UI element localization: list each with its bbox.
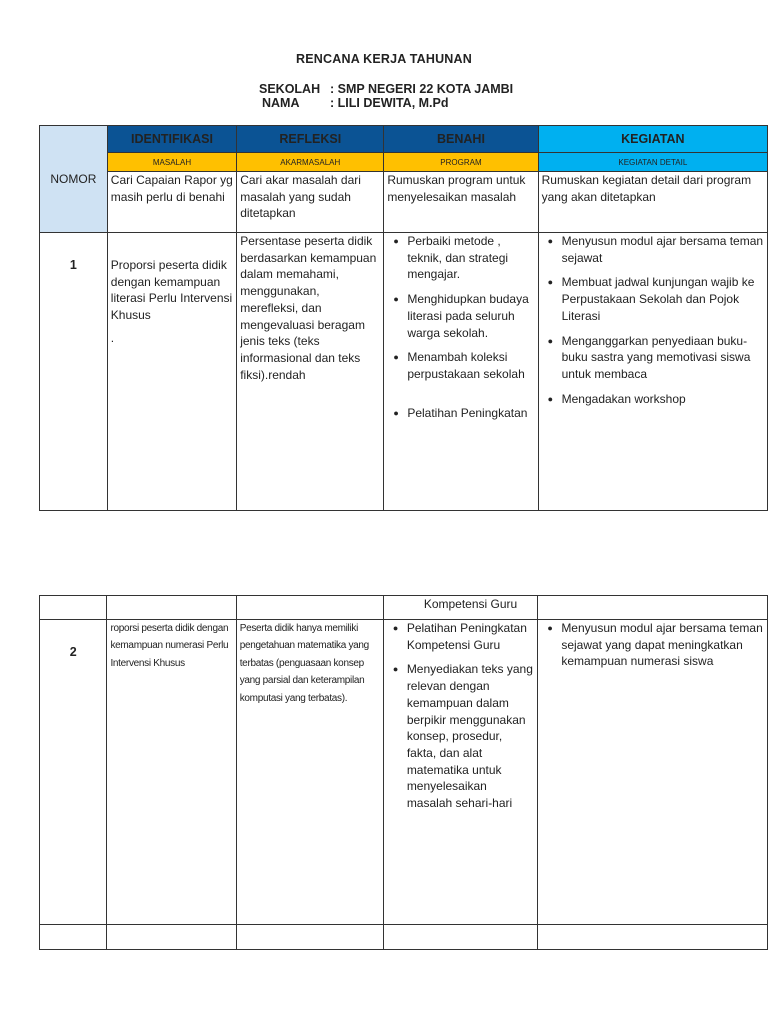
name-line	[262, 96, 449, 110]
subheader-program: PROGRAM	[384, 153, 538, 172]
work-plan-table-part-1	[39, 125, 768, 511]
list-item: ● Pelatihan Peningkatan	[393, 405, 528, 420]
list-item: ● Menyediakan teks yang relevan dengan kemampuan dalam berpikir menggunakan konsep, prosedur, fakta, dan alat matematika untuk menyelesaikan masalah sehari-hari	[392, 662, 533, 811]
bullet-icon: ●	[547, 393, 554, 404]
description-refleksi: Cari akar masalah dari masalah yang sudah ditetapkan	[237, 172, 384, 233]
header-benahi: BENAHI	[384, 126, 538, 153]
row-identifikasi: roporsi peserta didik dengan kemampuan numerasi Perlu Intervensi Khusus	[107, 620, 236, 925]
kegiatan-list	[542, 233, 764, 407]
row-benahi	[383, 620, 538, 925]
list-item: ● Perbaiki metode , teknik, dan strategi mengajar.	[393, 234, 509, 282]
list-item: ● Membuat jadwal kunjungan wajib ke Perpustakaan Sekolah dan Pojok Literasi	[547, 275, 755, 323]
row-number: 2	[40, 620, 107, 925]
row-refleksi: Persentase peserta didik berdasarkan kemampuan dalam memahami, menggunakan, merefleksi, dan mengevaluasi beragam jenis teks (teks informasional dan teks fiksi).rendah	[237, 233, 384, 511]
table-row	[40, 620, 768, 925]
table-row	[40, 233, 768, 511]
row-refleksi: Peserta didik hanya memiliki pengetahuan matematika yang terbatas (penguasaan konsep yang parsial dan keterampilan komputasi yang terbatas).	[236, 620, 383, 925]
description-row	[40, 172, 768, 233]
description-kegiatan: Rumuskan kegiatan detail dari program yang akan ditetapkan	[538, 172, 767, 233]
bullet-icon: ●	[393, 352, 399, 363]
bullet-icon: ●	[392, 623, 399, 633]
row-benahi	[384, 233, 538, 511]
row-number: 1	[40, 233, 108, 511]
header-kegiatan: KEGIATAN	[538, 126, 767, 153]
list-item: ● Menghidupkan budaya literasi pada seluruh warga sekolah.	[393, 292, 529, 340]
row-identifikasi	[107, 233, 236, 511]
bullet-icon: ●	[393, 294, 399, 305]
school-label: SEKOLAH	[259, 82, 321, 96]
name-value: : LILI DEWITA, M.Pd	[330, 96, 449, 110]
bullet-icon: ●	[393, 236, 399, 246]
header-refleksi: REFLEKSI	[237, 126, 384, 153]
continuation-text: Kompetensi Guru	[383, 596, 538, 620]
list-item: ● Pelatihan Peningkatan Kompetensi Guru	[392, 621, 527, 652]
row-kegiatan	[538, 620, 768, 925]
bullet-icon: ●	[392, 664, 399, 675]
school-value: : SMP NEGERI 22 KOTA JAMBI	[330, 82, 514, 96]
bullet-icon: ●	[393, 407, 399, 418]
row-kegiatan	[538, 233, 767, 511]
kegiatan-list	[541, 620, 764, 670]
list-item: ● Menganggarkan penyediaan buku-buku sastra yang memotivasi siswa untuk membaca	[547, 333, 751, 381]
empty-row	[40, 925, 768, 950]
school-line	[259, 82, 513, 96]
subheader-row	[40, 153, 768, 172]
bullet-icon: ●	[547, 623, 553, 633]
list-item: ● Menambah koleksi perpustakaan sekolah	[393, 350, 525, 381]
subheader-kegiatan-detail: KEGIATAN DETAIL	[538, 153, 767, 172]
bullet-icon: ●	[547, 236, 554, 246]
continuation-row	[40, 596, 768, 620]
list-item: ● Menyusun modul ajar bersama teman sejawat	[547, 234, 764, 265]
bullet-icon: ●	[547, 335, 554, 346]
list-item: ● Mengadakan workshop	[547, 391, 686, 406]
bullet-icon: ●	[547, 277, 554, 288]
document-title: RENCANA KERJA TAHUNAN	[296, 52, 472, 66]
header-row	[40, 126, 768, 153]
nomor-header: NOMOR	[40, 126, 108, 233]
description-identifikasi: Cari Capaian Rapor yg masih perlu di benahi	[107, 172, 236, 233]
name-label: NAMA	[262, 96, 300, 110]
subheader-akar-masalah: AKARMASALAH	[237, 153, 384, 172]
subheader-masalah: MASALAH	[107, 153, 236, 172]
list-item: ● Menyusun modul ajar bersama teman sejawat yang dapat meningkatkan kemampuan numerasi siswa	[547, 621, 763, 669]
work-plan-table-part-2	[39, 595, 768, 950]
benahi-list	[387, 233, 534, 421]
benahi-list	[387, 620, 535, 812]
description-benahi: Rumuskan program untuk menyelesaikan masalah	[384, 172, 538, 233]
identifikasi-extra: .	[110, 330, 115, 345]
header-identifikasi: IDENTIFIKASI	[107, 126, 236, 153]
identifikasi-text: Proporsi peserta didik dengan kemampuan literasi Perlu Intervensi Khusus	[110, 258, 233, 323]
